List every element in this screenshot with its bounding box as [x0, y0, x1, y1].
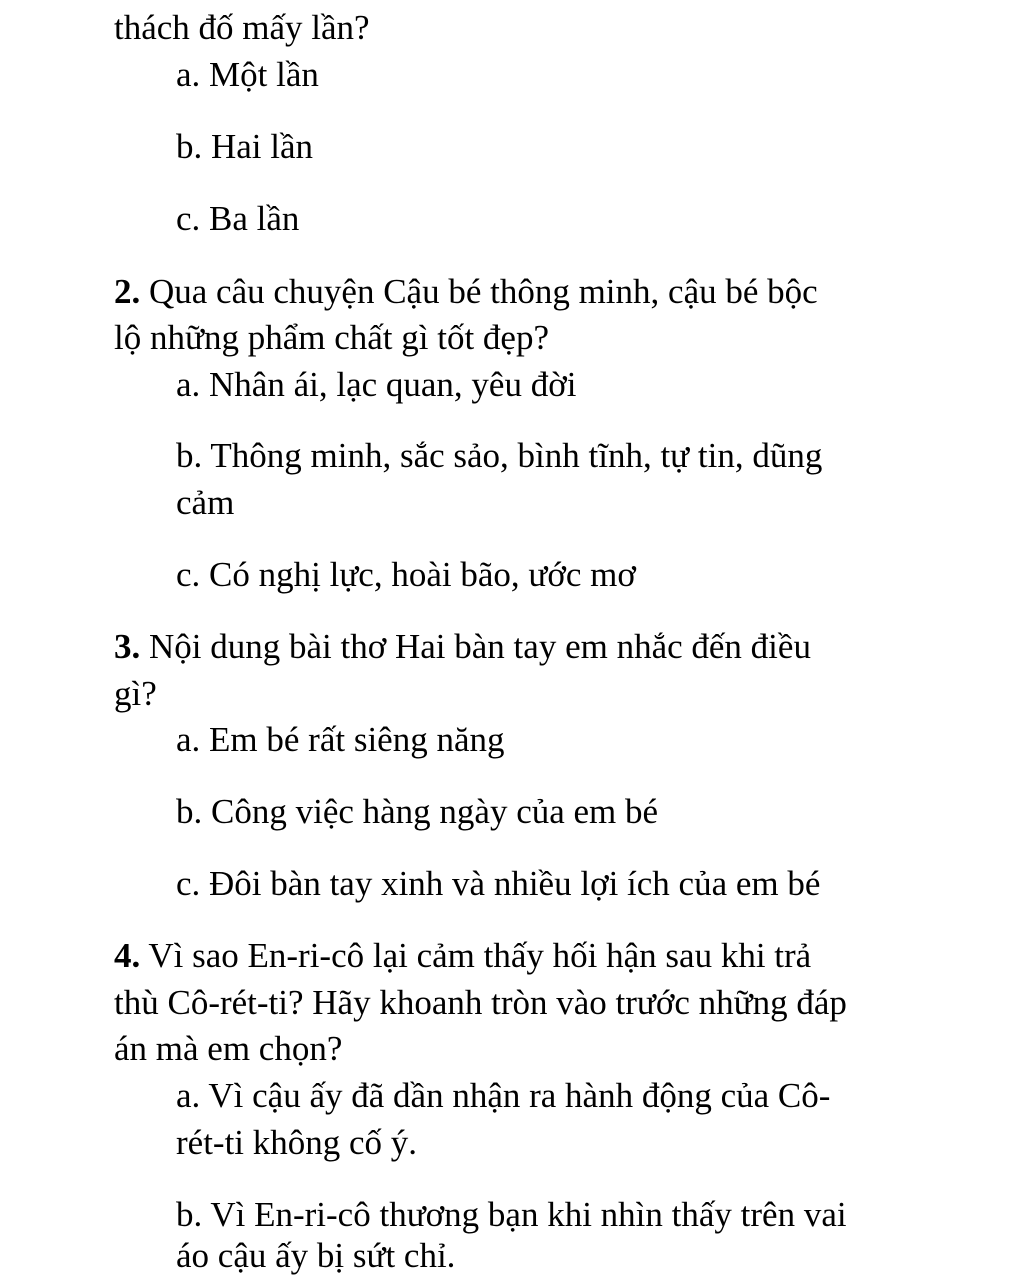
question-1-option-c: c. Ba lần — [176, 199, 300, 238]
question-2-text-line-2: lộ những phẩm chất gì tốt đẹp? — [114, 318, 549, 357]
question-2-option-b-line-2: cảm — [176, 483, 235, 522]
question-4-text-line-1: Vì sao En-ri-cô lại cảm thấy hối hận sau khi trả — [140, 936, 812, 975]
question-2-option-b-line-1: b. Thông minh, sắc sảo, bình tĩnh, tự tin, dũng — [176, 436, 823, 475]
question-4-option-a-line-2: rét-ti không cố ý. — [176, 1123, 418, 1162]
question-3-text — [114, 623, 811, 670]
question-4-text-line-2: thù Cô-rét-ti? Hãy khoanh tròn vào trước những đáp — [114, 983, 847, 1022]
question-3-number: 3. — [114, 627, 141, 666]
question-4-text-line-3: án mà em chọn? — [114, 1029, 343, 1068]
question-3-text-line-1: Nội dung bài thơ Hai bàn tay em nhắc đến điều — [140, 627, 811, 666]
question-4-option-b-line-2: áo cậu ấy bị sứt chỉ. — [176, 1236, 456, 1275]
question-4-option-b-line-1: b. Vì En-ri-cô thương bạn khi nhìn thấy trên vai — [176, 1195, 847, 1234]
question-1-text-line: thách đố mấy lần? — [114, 8, 370, 47]
question-2-number: 2. — [114, 272, 141, 311]
question-4-option-a-line-1: a. Vì cậu ấy đã dần nhận ra hành động của Cô- — [176, 1076, 831, 1115]
question-1-option-b: b. Hai lần — [176, 127, 314, 166]
question-4-number: 4. — [114, 936, 141, 975]
question-3-text-line-2: gì? — [114, 674, 157, 713]
question-3-option-c: c. Đôi bàn tay xinh và nhiều lợi ích của em bé — [176, 864, 821, 903]
question-1-option-a: a. Một lần — [176, 55, 319, 94]
question-3-option-b: b. Công việc hàng ngày của em bé — [176, 792, 659, 831]
question-2-text-line-1: Qua câu chuyện Cậu bé thông minh, cậu bé bộc — [140, 272, 818, 311]
question-2-text — [114, 268, 818, 315]
question-2-option-a: a. Nhân ái, lạc quan, yêu đời — [176, 365, 577, 404]
question-2-option-c: c. Có nghị lực, hoài bão, ước mơ — [176, 555, 636, 594]
question-3-option-a: a. Em bé rất siêng năng — [176, 720, 505, 759]
question-4-text — [114, 932, 811, 979]
